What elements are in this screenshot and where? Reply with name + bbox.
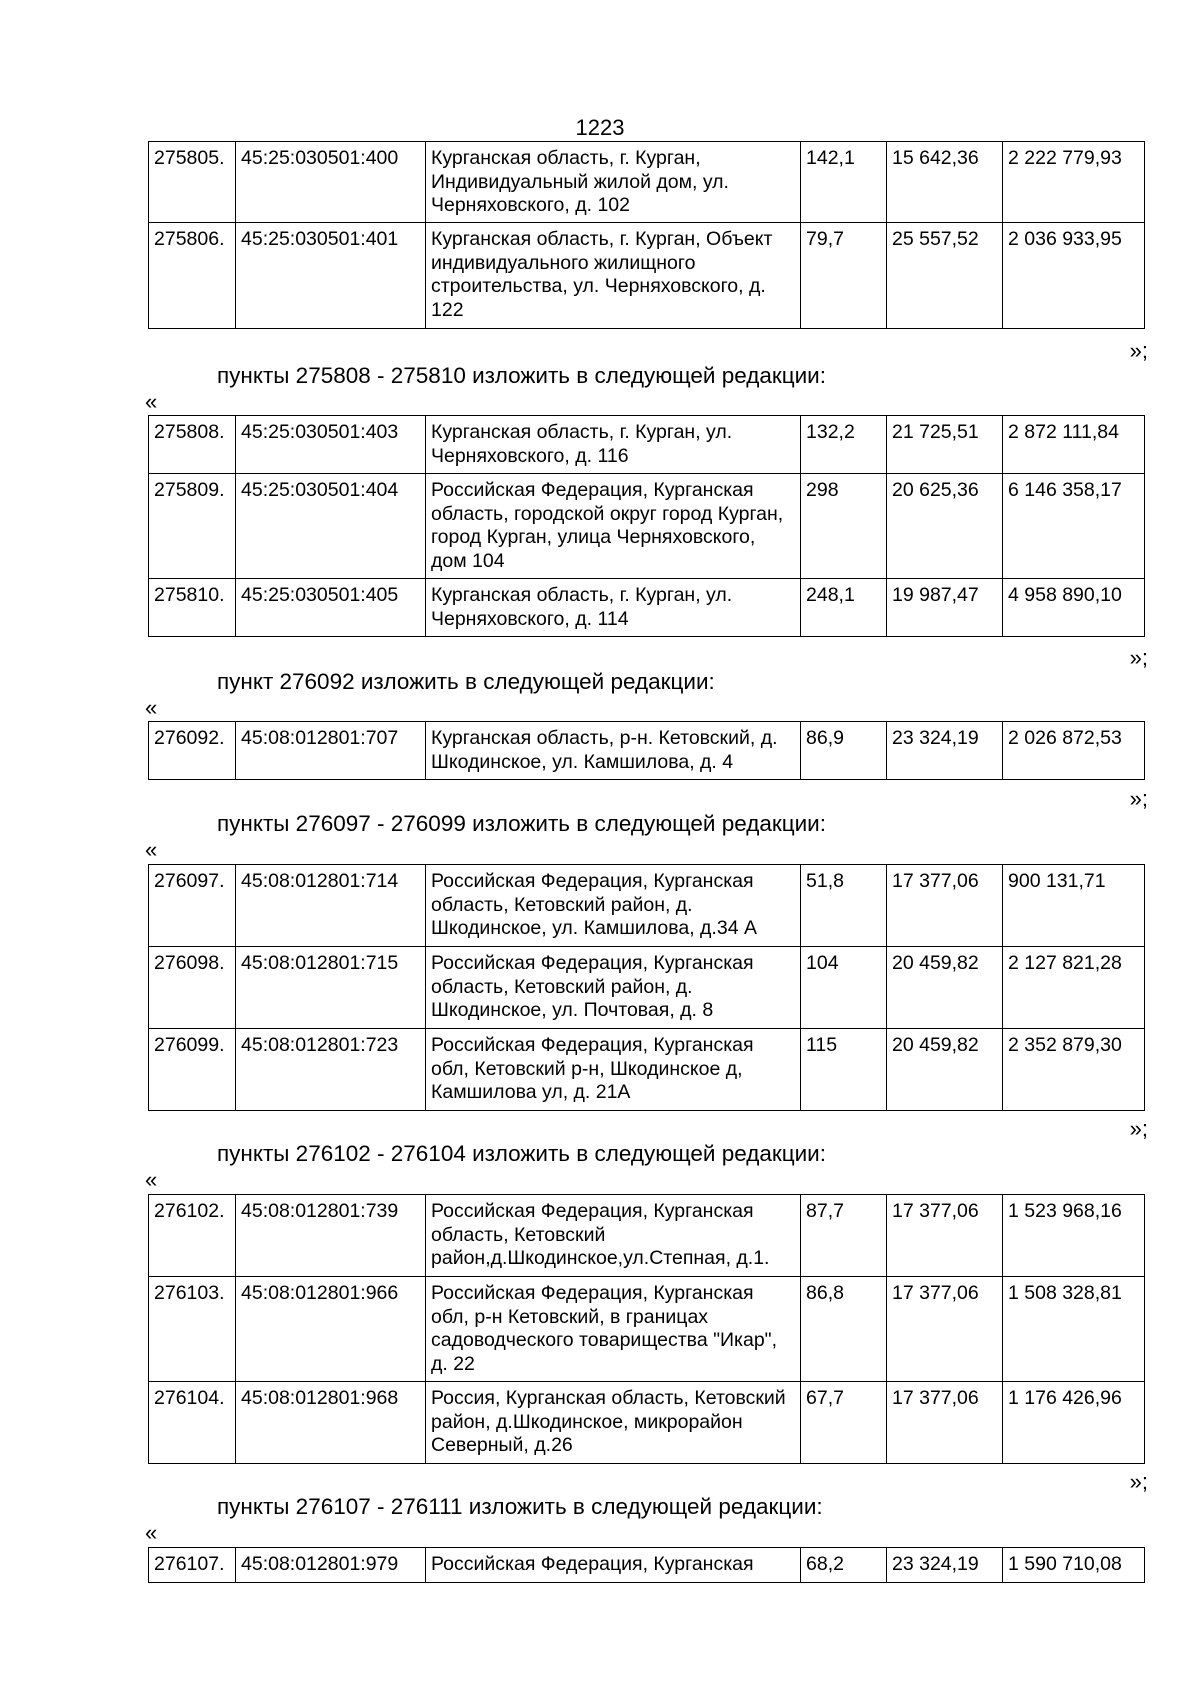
- address: Российская Федерация, Курганская обл, р-н Кетовский, в границах садоводческого товарищества "Икар", д. 22: [426, 1277, 801, 1382]
- amendment-instruction: пункт 276092 изложить в следующей редакции:: [217, 669, 715, 694]
- area: 68,2: [801, 1548, 887, 1583]
- table-row: [149, 722, 1145, 780]
- rate: 20 625,36: [887, 474, 1003, 579]
- cadastral-number: 45:08:012801:714: [236, 865, 426, 947]
- rate: 21 725,51: [887, 416, 1003, 474]
- table-row: [149, 1029, 1145, 1111]
- rate: 17 377,06: [887, 1195, 1003, 1277]
- cadastral-value: 1 176 426,96: [1003, 1382, 1145, 1464]
- rate: 23 324,19: [887, 1548, 1003, 1583]
- rate: 23 324,19: [887, 722, 1003, 780]
- row-number: 276092.: [149, 722, 236, 780]
- table-row: [149, 223, 1145, 329]
- cadastral-value: 1 508 328,81: [1003, 1277, 1145, 1382]
- cadastral-value: 2 872 111,84: [1003, 416, 1145, 474]
- row-number: 275809.: [149, 474, 236, 579]
- address: Курганская область, г. Курган, ул. Черняховского, д. 114: [426, 579, 801, 637]
- table-row: [149, 865, 1145, 947]
- cadastral-number: 45:08:012801:739: [236, 1195, 426, 1277]
- open-quote: «: [145, 1167, 158, 1192]
- rate: 19 987,47: [887, 579, 1003, 637]
- table-row: [149, 474, 1145, 579]
- table-row: [149, 1277, 1145, 1382]
- property-table-2: [148, 415, 1145, 637]
- cadastral-number: 45:25:030501:400: [236, 142, 426, 223]
- cadastral-number: 45:08:012801:979: [236, 1548, 426, 1583]
- area: 248,1: [801, 579, 887, 637]
- open-quote: «: [145, 837, 158, 862]
- address: Российская Федерация, Курганская область, городской округ город Курган, город Курган, улица Черняховского, дом 104: [426, 474, 801, 579]
- cadastral-number: 45:08:012801:968: [236, 1382, 426, 1464]
- area: 132,2: [801, 416, 887, 474]
- rate: 25 557,52: [887, 223, 1003, 329]
- open-quote: «: [145, 389, 158, 414]
- cadastral-number: 45:25:030501:403: [236, 416, 426, 474]
- property-table-1: [148, 141, 1145, 329]
- area: 86,9: [801, 722, 887, 780]
- property-table-5: [148, 1194, 1145, 1464]
- address: Курганская область, р-н. Кетовский, д. Шкодинское, ул. Камшилова, д. 4: [426, 722, 801, 780]
- row-number: 276107.: [149, 1548, 236, 1583]
- rate: 15 642,36: [887, 142, 1003, 223]
- table-row: [149, 1548, 1145, 1583]
- property-table-4: [148, 864, 1145, 1111]
- table-row: [149, 579, 1145, 637]
- property-table-6: [148, 1547, 1145, 1583]
- address: Российская Федерация, Курганская: [426, 1548, 801, 1583]
- cadastral-value: 1 523 968,16: [1003, 1195, 1145, 1277]
- row-number: 275808.: [149, 416, 236, 474]
- cadastral-number: 45:08:012801:707: [236, 722, 426, 780]
- close-quote: »;: [1129, 786, 1148, 811]
- cadastral-number: 45:08:012801:966: [236, 1277, 426, 1382]
- rate: 17 377,06: [887, 1277, 1003, 1382]
- address: Российская Федерация, Курганская обл, Кетовский р-н, Шкодинское д, Камшилова ул, д. 21А: [426, 1029, 801, 1111]
- row-number: 275805.: [149, 142, 236, 223]
- table-row: [149, 416, 1145, 474]
- amendment-instruction: пункты 276097 - 276099 изложить в следующей редакции:: [217, 811, 827, 836]
- rate: 17 377,06: [887, 865, 1003, 947]
- cadastral-number: 45:08:012801:715: [236, 947, 426, 1029]
- cadastral-value: 2 036 933,95: [1003, 223, 1145, 329]
- row-number: 275806.: [149, 223, 236, 329]
- cadastral-number: 45:25:030501:401: [236, 223, 426, 329]
- cadastral-value: 2 127 821,28: [1003, 947, 1145, 1029]
- row-number: 276099.: [149, 1029, 236, 1111]
- address: Курганская область, г. Курган, Объект индивидуального жилищного строительства, ул. Черняховского, д. 122: [426, 223, 801, 329]
- row-number: 276104.: [149, 1382, 236, 1464]
- row-number: 276103.: [149, 1277, 236, 1382]
- close-quote: »;: [1129, 1116, 1148, 1141]
- open-quote: «: [145, 1520, 158, 1545]
- cadastral-number: 45:25:030501:404: [236, 474, 426, 579]
- cadastral-value: 900 131,71: [1003, 865, 1145, 947]
- cadastral-value: 4 958 890,10: [1003, 579, 1145, 637]
- area: 87,7: [801, 1195, 887, 1277]
- area: 115: [801, 1029, 887, 1111]
- cadastral-value: 2 222 779,93: [1003, 142, 1145, 223]
- address: Российская Федерация, Курганская область, Кетовский район, д. Шкодинское, ул. Камшилова, д.34 А: [426, 865, 801, 947]
- area: 67,7: [801, 1382, 887, 1464]
- amendment-instruction: пункты 276102 - 276104 изложить в следующей редакции:: [217, 1141, 827, 1166]
- rate: 17 377,06: [887, 1382, 1003, 1464]
- close-quote: »;: [1129, 1469, 1148, 1494]
- row-number: 276102.: [149, 1195, 236, 1277]
- area: 298: [801, 474, 887, 579]
- cadastral-number: 45:25:030501:405: [236, 579, 426, 637]
- area: 142,1: [801, 142, 887, 223]
- property-table-3: [148, 721, 1145, 780]
- area: 104: [801, 947, 887, 1029]
- row-number: 276097.: [149, 865, 236, 947]
- row-number: 275810.: [149, 579, 236, 637]
- table-row: [149, 1195, 1145, 1277]
- cadastral-value: 6 146 358,17: [1003, 474, 1145, 579]
- cadastral-value: 2 352 879,30: [1003, 1029, 1145, 1111]
- area: 51,8: [801, 865, 887, 947]
- address: Курганская область, г. Курган, ул. Черняховского, д. 116: [426, 416, 801, 474]
- rate: 20 459,82: [887, 947, 1003, 1029]
- address: Российская Федерация, Курганская область, Кетовский район,д.Шкодинское,ул.Степная, д.1.: [426, 1195, 801, 1277]
- cadastral-value: 1 590 710,08: [1003, 1548, 1145, 1583]
- table-row: [149, 142, 1145, 223]
- close-quote: »;: [1129, 645, 1148, 670]
- page-number: 1223: [575, 115, 625, 140]
- table-row: [149, 947, 1145, 1029]
- cadastral-value: 2 026 872,53: [1003, 722, 1145, 780]
- rate: 20 459,82: [887, 1029, 1003, 1111]
- amendment-instruction: пункты 276107 - 276111 изложить в следующей редакции:: [217, 1494, 823, 1519]
- address: Российская Федерация, Курганская область, Кетовский район, д. Шкодинское, ул. Почтовая, д. 8: [426, 947, 801, 1029]
- cadastral-number: 45:08:012801:723: [236, 1029, 426, 1111]
- address: Курганская область, г. Курган, Индивидуальный жилой дом, ул. Черняховского, д. 102: [426, 142, 801, 223]
- close-quote: »;: [1129, 338, 1148, 363]
- address: Россия, Курганская область, Кетовский район, д.Шкодинское, микрорайон Северный, д.26: [426, 1382, 801, 1464]
- open-quote: «: [145, 695, 158, 720]
- row-number: 276098.: [149, 947, 236, 1029]
- amendment-instruction: пункты 275808 - 275810 изложить в следующей редакции:: [217, 363, 827, 388]
- area: 86,8: [801, 1277, 887, 1382]
- table-row: [149, 1382, 1145, 1464]
- area: 79,7: [801, 223, 887, 329]
